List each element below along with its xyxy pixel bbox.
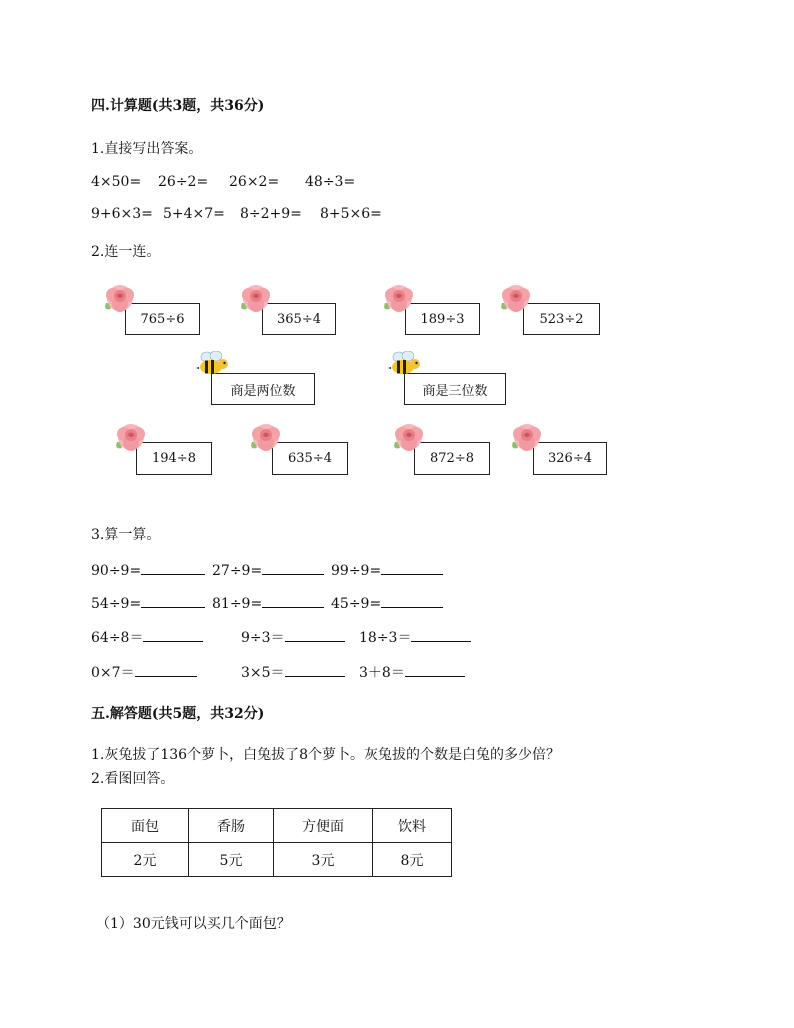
match-label: 365÷4 [277,311,321,327]
q3-item: 54÷9= [91,593,205,612]
answer-blank[interactable] [262,593,324,608]
table-row [102,843,452,877]
match-label: 326÷4 [548,451,592,466]
section4-title: 四.计算题(共3题，共36分) [91,98,265,114]
table-header-cell: 饮料 [373,809,452,843]
rose-icon [497,281,535,315]
q1-expr: 5+4×7= [163,206,225,222]
answer-blank[interactable] [143,627,203,642]
q3-item: 27÷9= [212,560,324,579]
answer-blank[interactable] [411,627,471,642]
q1-title: 1.直接写出答案。 [91,141,203,157]
answer-blank[interactable] [285,662,345,677]
match-label: 765÷6 [140,311,185,327]
table-header-cell: 香肠 [189,809,274,843]
rose-icon [112,420,150,454]
bee-icon [388,351,422,377]
q3-item: 18÷3＝ [359,627,471,647]
match-label: 523÷2 [539,311,584,327]
match-label: 商是两位数 [230,383,296,399]
q1-expr: 9+6×3= [91,206,153,222]
match-label: 872÷8 [430,451,474,466]
bee-icon [196,351,230,377]
match-box-middle[interactable] [211,373,315,405]
rose-icon [237,281,275,315]
table-header-cell: 方便面 [274,809,373,843]
section5-title: 五.解答题(共5题，共32分) [91,706,265,722]
rose-icon [101,281,139,315]
q3-item: 3＋8＝ [359,662,465,682]
answer-blank[interactable] [141,560,205,575]
q3-item: 45÷9= [331,593,443,612]
match-label: 189÷3 [420,311,465,327]
answer-blank[interactable] [262,560,324,575]
q1-expr: 48÷3= [305,174,356,190]
q1-expr: 26÷2= [158,174,209,190]
q1-expr: 4×50= [91,174,142,190]
q3-item: 0×7＝ [91,662,197,682]
table-header-cell: 面包 [102,809,189,843]
match-label: 194÷8 [152,451,196,466]
table-row [102,809,452,843]
rose-icon [380,281,418,315]
q3-item: 81÷9= [212,593,324,612]
s5-q2-title: 2.看图回答。 [91,771,175,787]
match-label: 商是三位数 [422,383,488,399]
q2-title: 2.连一连。 [91,244,161,260]
table-cell: 8元 [373,843,452,877]
q3-item: 3×5＝ [241,662,345,682]
answer-blank[interactable] [135,662,197,677]
answer-blank[interactable] [381,593,443,608]
q1-expr: 8+5×6= [320,206,382,222]
table-cell: 3元 [274,843,373,877]
table-cell: 5元 [189,843,274,877]
rose-icon [390,420,428,454]
q1-expr: 26×2= [229,174,280,190]
answer-blank[interactable] [285,627,345,642]
match-box-middle[interactable] [404,373,506,405]
s5-q1: 1.灰兔拔了136个萝卜，白兔拔了8个萝卜。灰兔拔的个数是白兔的多少倍？ [91,747,560,763]
answer-blank[interactable] [381,560,443,575]
answer-blank[interactable] [405,662,465,677]
q3-item: 9÷3＝ [241,627,345,647]
q3-item: 64÷8＝ [91,627,203,647]
answer-blank[interactable] [141,593,205,608]
rose-icon [247,420,285,454]
price-table [101,808,452,877]
rose-icon [508,420,546,454]
q1-expr: 8÷2+9= [240,206,302,222]
table-cell: 2元 [102,843,189,877]
q3-title: 3.算一算。 [91,527,161,543]
q3-item: 99÷9= [331,560,443,579]
match-label: 635÷4 [288,451,332,466]
s5-q2-sub1: （1）30元钱可以买几个面包？ [96,916,291,932]
q3-item: 90÷9= [91,560,205,579]
